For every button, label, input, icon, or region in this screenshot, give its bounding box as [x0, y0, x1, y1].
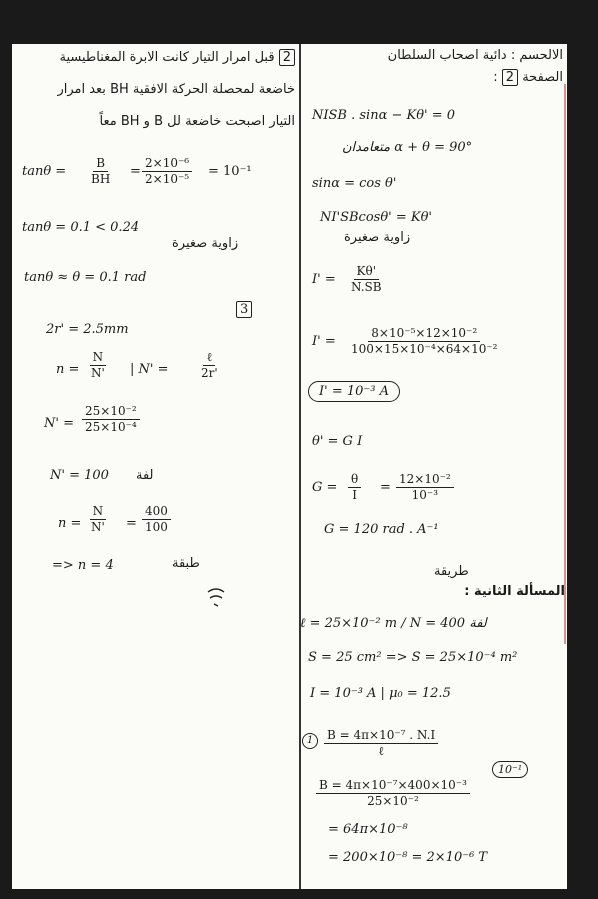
tan-mid-fraction	[142, 156, 192, 187]
page-number: 2	[502, 69, 518, 86]
tan-mid-den: 2×10⁻⁵	[145, 172, 190, 186]
given1-text: ℓ = 25×10⁻² m / N = 400	[300, 616, 466, 631]
g-mid-den: 10⁻³	[411, 488, 439, 502]
b-note-circled: 10⁻¹	[492, 761, 528, 778]
b-formula-num: B = 4π×10⁻⁷ . N.I	[324, 728, 438, 744]
solution-note: طريقة	[434, 564, 469, 579]
b-formula	[324, 728, 438, 759]
n-den: N'	[91, 520, 105, 534]
tan-compare: tanθ = 0.1 < 0.24	[22, 220, 140, 235]
np-unit: لفة	[136, 468, 154, 483]
margin-line	[564, 84, 566, 644]
n-lhs: n =	[58, 516, 82, 531]
g-den: I	[352, 488, 357, 502]
answer-sheet	[12, 44, 567, 889]
small-angle-note: زاوية صغيرة	[172, 236, 239, 251]
n-final-unit: طبقة	[172, 556, 200, 571]
n2-num: ℓ	[203, 350, 215, 366]
n-val-num: 400	[142, 504, 171, 520]
tan-mid-num: 2×10⁻⁶	[142, 156, 192, 172]
g-mid-num: 12×10⁻²	[396, 472, 454, 488]
g-fraction	[348, 472, 361, 503]
n-val-den: 100	[145, 520, 168, 534]
i2-lhs: I' =	[312, 334, 336, 349]
tan-theta: tanθ ≈ θ = 0.1 rad	[24, 270, 147, 285]
b-note	[492, 762, 528, 778]
np-lhs: N' =	[44, 416, 74, 431]
g-result: G = 120 rad . A⁻¹	[324, 522, 439, 537]
tan-den: BH	[91, 172, 111, 186]
n-formula-den: N'	[91, 366, 105, 380]
i2-den: 100×15×10⁻⁴×64×10⁻²	[351, 342, 498, 356]
tan-num: B	[93, 156, 108, 172]
left-header-line2: خاضعة لمحصلة الحركة الافقية BH بعد امرار	[57, 82, 295, 97]
n2-lhs: | N' =	[130, 362, 169, 377]
tan-fraction	[88, 156, 113, 187]
i-den: N.SB	[351, 280, 382, 294]
column-divider	[299, 44, 301, 889]
np-fraction	[82, 404, 140, 435]
n2-fraction	[198, 350, 221, 381]
i-fraction	[348, 264, 385, 295]
given3: I = 10⁻³ A | μ₀ = 12.5	[310, 686, 451, 701]
g-lhs: G =	[312, 480, 338, 495]
q1-row	[302, 732, 318, 749]
left-header-line1	[59, 50, 295, 66]
b-result: = 200×10⁻⁸ = 2×10⁻⁶ T	[328, 850, 488, 865]
b-sub-num: B = 4π×10⁻⁷×400×10⁻³	[316, 778, 470, 794]
np-result: N' = 100	[50, 468, 109, 483]
eq2-formula: α + θ = 90°	[394, 140, 473, 155]
g-mid-fraction	[396, 472, 454, 503]
part3-number: 3	[236, 301, 252, 318]
g-num: θ	[348, 472, 361, 488]
eq4-note: زاوية صغيرة	[344, 230, 411, 245]
np-den: 25×10⁻⁴	[85, 420, 137, 434]
b-formula-den: ℓ	[378, 744, 384, 758]
n2-den: 2r'	[201, 366, 218, 380]
tan-result: = 10⁻¹	[208, 164, 252, 179]
end-mark-icon	[204, 584, 230, 610]
i2-fraction	[348, 326, 501, 357]
page-label: الصفحة	[522, 70, 563, 85]
n-formula-lhs: n =	[56, 362, 80, 377]
problem-title: المسألة الثانية :	[464, 584, 565, 599]
equals-sign-2: =	[380, 480, 391, 495]
eq2	[342, 140, 472, 156]
i2-num: 8×10⁻⁵×12×10⁻²	[368, 326, 480, 342]
page-label-row: الصفحة 2 :	[493, 70, 563, 85]
eq1: NISB . sinα − Kθ' = 0	[312, 108, 456, 123]
right-header: الالحسم : دائية اصحاب السلطان	[387, 48, 563, 63]
given1	[300, 616, 487, 632]
q1-number: 1	[302, 733, 318, 749]
theta-eq: θ' = G I	[312, 434, 363, 449]
np-num: 25×10⁻²	[82, 404, 140, 420]
tan-lhs: tanθ =	[22, 164, 67, 179]
i-lhs: I' =	[312, 272, 336, 287]
eq3: sinα = cos θ'	[312, 176, 397, 191]
part3-marker	[236, 302, 252, 318]
equals-sign: =	[130, 164, 141, 179]
n-value-fraction	[142, 504, 171, 535]
i-result	[308, 384, 400, 400]
question-number-box: 2	[279, 49, 295, 66]
n-num: N	[90, 504, 107, 520]
given1-unit: لفة	[469, 616, 487, 631]
eq4: NI'SBcosθ' = Kθ'	[320, 210, 432, 225]
n-fraction	[88, 504, 108, 535]
n-formula-num: N	[90, 350, 107, 366]
n-eq: =	[126, 516, 137, 531]
n-final: => n = 4	[52, 558, 114, 573]
b-sub	[316, 778, 470, 809]
left-header-line3: التيار اصبحت خاضعة لل B و BH معاً	[99, 114, 295, 129]
b-sub-den: 25×10⁻²	[367, 794, 419, 808]
header-text: قبل امرار التيار كانت الابرة المغناطيسية	[59, 50, 275, 65]
i-num: Kθ'	[354, 264, 380, 280]
given2: S = 25 cm² => S = 25×10⁻⁴ m²	[308, 650, 518, 665]
two-r: 2r' = 2.5mm	[46, 322, 129, 337]
eq2-ar: متعامدان	[342, 140, 391, 155]
n-formula-fraction	[88, 350, 108, 381]
b-step: = 64π×10⁻⁸	[328, 822, 408, 837]
i-result-boxed: I' = 10⁻³ A	[308, 381, 400, 402]
